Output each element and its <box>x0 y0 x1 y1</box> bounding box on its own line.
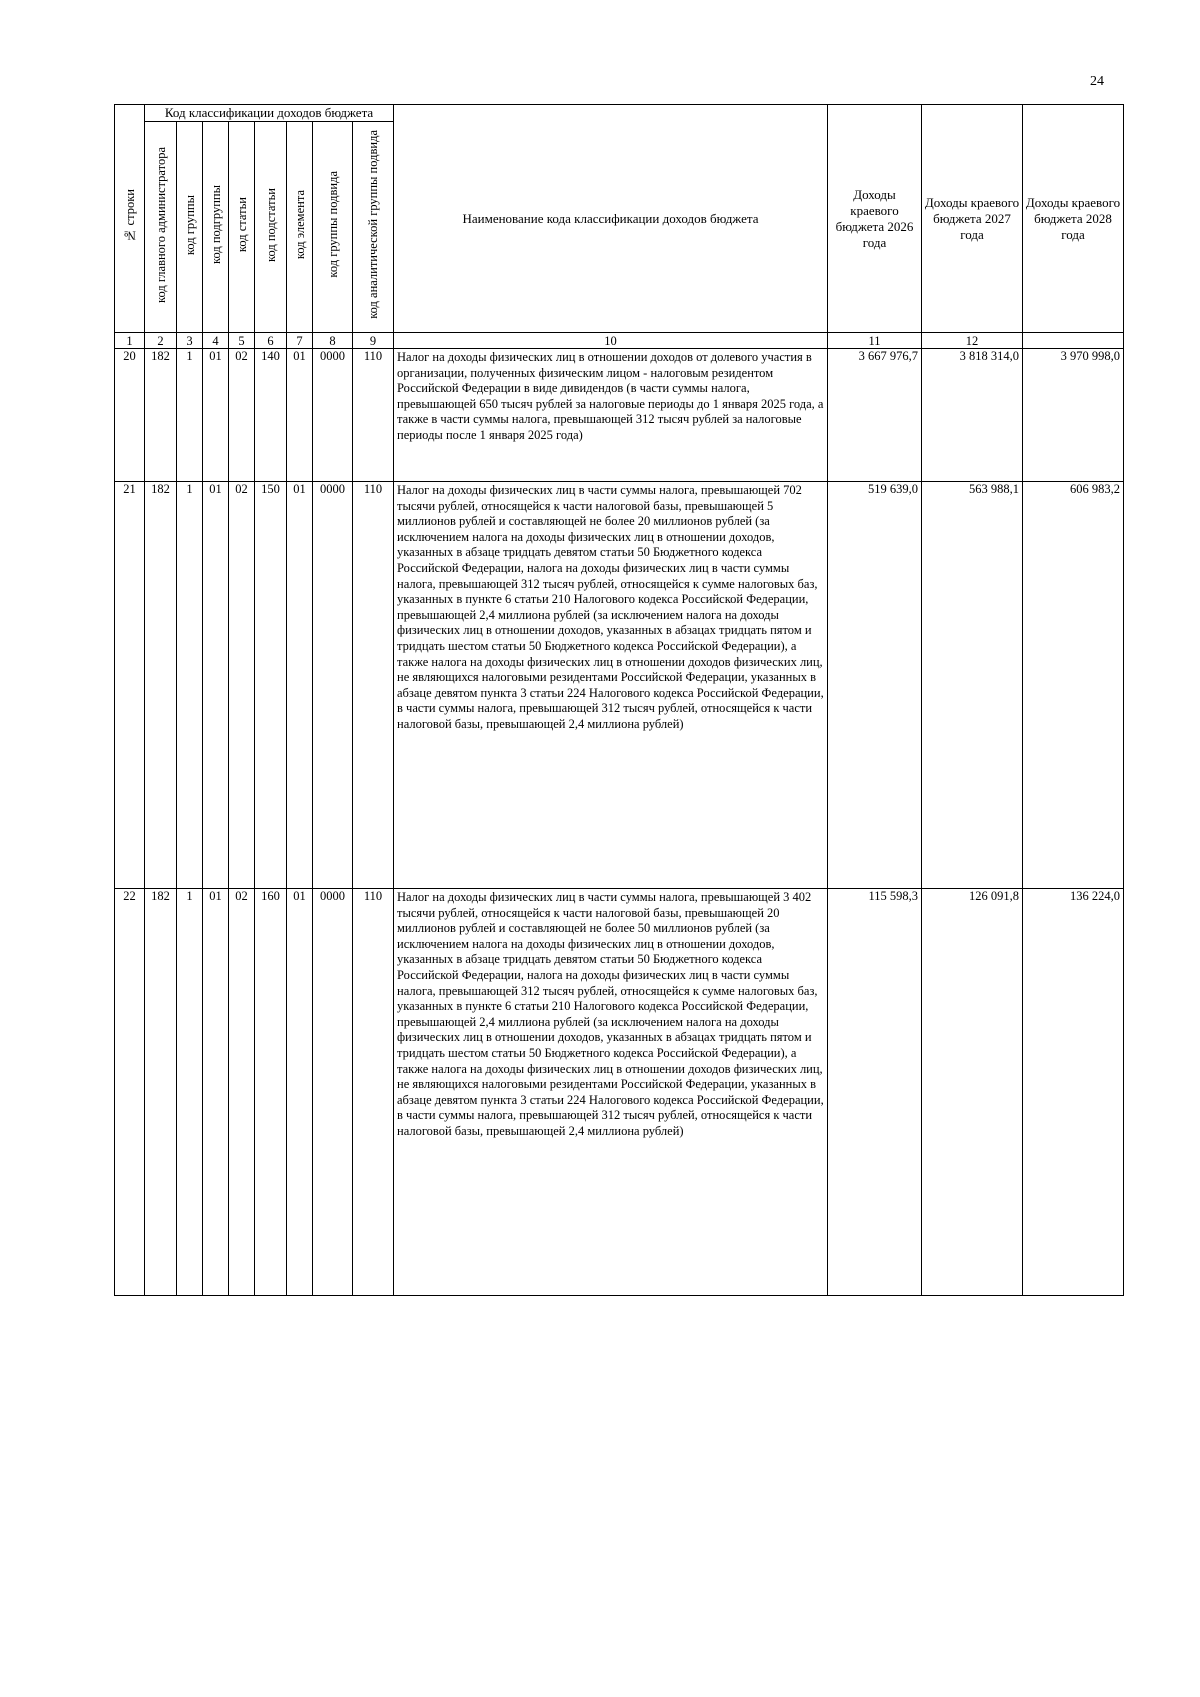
table-row <box>115 889 1124 1296</box>
code-subtype-group: 0000 <box>313 889 353 1296</box>
header-code-subarticle: код подстатьи <box>255 122 287 333</box>
header-income-2028: Доходы краевого бюджета 2028 года <box>1023 105 1124 333</box>
code-analytic-group: 110 <box>353 482 394 889</box>
code-element: 01 <box>287 889 313 1296</box>
budget-income-table <box>114 104 1124 1296</box>
column-number: 8 <box>313 333 353 349</box>
header-row-group <box>115 105 1124 122</box>
page-number: 24 <box>1090 74 1104 89</box>
header-code-subgroup: код подгруппы <box>203 122 229 333</box>
code-element: 01 <box>287 482 313 889</box>
header-code-element: код элемента <box>287 122 313 333</box>
code-analytic-group: 110 <box>353 889 394 1296</box>
code-article: 02 <box>229 349 255 482</box>
column-number <box>1023 333 1124 349</box>
income-code-name: Налог на доходы физических лиц в отношении доходов от долевого участия в организации, полученных физическим лицом - налоговым резидентом Российской Федерации в виде дивидендов (в части суммы налога, превышающей 650 тысяч рублей за налоговые периоды до 1 января 2025 года, а также в части суммы налога, превышающей 312 тысяч рублей за налоговые периоды после 1 января 2025 года) <box>394 349 828 482</box>
header-row-number: № строки <box>115 105 145 333</box>
column-number-row <box>115 333 1124 349</box>
column-number: 12 <box>922 333 1023 349</box>
column-number: 10 <box>394 333 828 349</box>
column-number: 4 <box>203 333 229 349</box>
income-2026: 3 667 976,7 <box>828 349 922 482</box>
code-group: 1 <box>177 889 203 1296</box>
header-income-2026: Доходы краевого бюджета 2026 года <box>828 105 922 333</box>
header-code-article: код статьи <box>229 122 255 333</box>
income-2026: 115 598,3 <box>828 889 922 1296</box>
code-subtype-group: 0000 <box>313 482 353 889</box>
code-administrator: 182 <box>145 349 177 482</box>
header-code-analytic-group: код аналитической группы подвида <box>353 122 394 333</box>
column-number: 1 <box>115 333 145 349</box>
column-number: 2 <box>145 333 177 349</box>
header-code-subtype-group: код группы подвида <box>313 122 353 333</box>
income-code-name: Налог на доходы физических лиц в части суммы налога, превышающей 702 тысячи рублей, относящейся к части налоговой базы, превышающей 5 миллионов рублей и составляющей не более 20 миллионов рублей (за исключением налога на доходы физических лиц в отношении доходов, указанных в абзаце тридцать девятом статьи 50 Бюджетного кодекса Российской Федерации, налога на доходы физических лиц в части суммы налога, превышающей 312 тысяч рублей, относящейся к сумме налоговых баз, указанных в пункте 6 статьи 210 Налогового кодекса Российской Федерации, превышающей 2,4 миллиона рублей (за исключением налога на доходы физических лиц в отношении доходов, указанных в абзацах тридцать пятом и тридцать шестом статьи 50 Бюджетного кодекса Российской Федерации), а также налога на доходы физических лиц в отношении доходов физических лиц, не являющихся налоговыми резидентами Российской Федерации, указанных в абзаце девятом пункта 3 статьи 224 Налогового кодекса Российской Федерации, в части суммы налога, превышающей 312 тысяч рублей, относящейся к части налоговой базы, превышающей 2,4 миллиона рублей) <box>394 482 828 889</box>
code-group: 1 <box>177 482 203 889</box>
code-subgroup: 01 <box>203 482 229 889</box>
header-code-group-col: код группы <box>177 122 203 333</box>
column-number: 11 <box>828 333 922 349</box>
code-article: 02 <box>229 482 255 889</box>
code-subgroup: 01 <box>203 889 229 1296</box>
row-number: 22 <box>115 889 145 1296</box>
row-number: 21 <box>115 482 145 889</box>
header-income-2027: Доходы краевого бюджета 2027 года <box>922 105 1023 333</box>
column-number: 3 <box>177 333 203 349</box>
code-element: 01 <box>287 349 313 482</box>
row-number: 20 <box>115 349 145 482</box>
code-subarticle: 150 <box>255 482 287 889</box>
income-2027: 126 091,8 <box>922 889 1023 1296</box>
code-analytic-group: 110 <box>353 349 394 482</box>
income-code-name: Налог на доходы физических лиц в части суммы налога, превышающей 3 402 тысячи рублей, относящейся к части налоговой базы, превышающей 20 миллионов рублей и составляющей не более 50 миллионов рублей (за исключением налога на доходы физических лиц в отношении доходов, указанных в абзаце тридцать девятом статьи 50 Бюджетного кодекса Российской Федерации, налога на доходы физических лиц в части суммы налога, превышающей 312 тысяч рублей, относящейся к сумме налоговых баз, указанных в пункте 6 статьи 210 Налогового кодекса Российской Федерации, превышающей 2,4 миллиона рублей (за исключением налога на доходы физических лиц в отношении доходов, указанных в абзацах тридцать пятом и тридцать шестом статьи 50 Бюджетного кодекса Российской Федерации), а также налога на доходы физических лиц в отношении доходов физических лиц, не являющихся налоговыми резидентами Российской Федерации, указанных в абзаце девятом пункта 3 статьи 224 Налогового кодекса Российской Федерации, в части суммы налога, превышающей 312 тысяч рублей, относящейся к части налоговой базы, превышающей 2,4 миллиона рублей) <box>394 889 828 1296</box>
code-group: 1 <box>177 349 203 482</box>
income-2027: 563 988,1 <box>922 482 1023 889</box>
header-name: Наименование кода классификации доходов бюджета <box>394 105 828 333</box>
column-number: 7 <box>287 333 313 349</box>
column-number: 5 <box>229 333 255 349</box>
code-administrator: 182 <box>145 889 177 1296</box>
code-subgroup: 01 <box>203 349 229 482</box>
code-subarticle: 160 <box>255 889 287 1296</box>
table-row <box>115 482 1124 889</box>
code-administrator: 182 <box>145 482 177 889</box>
header-code-group: Код классификации доходов бюджета <box>145 105 394 122</box>
income-2026: 519 639,0 <box>828 482 922 889</box>
column-number: 6 <box>255 333 287 349</box>
income-2028: 606 983,2 <box>1023 482 1124 889</box>
column-number: 9 <box>353 333 394 349</box>
income-2028: 136 224,0 <box>1023 889 1124 1296</box>
income-2028: 3 970 998,0 <box>1023 349 1124 482</box>
code-subtype-group: 0000 <box>313 349 353 482</box>
table-row <box>115 349 1124 482</box>
income-2027: 3 818 314,0 <box>922 349 1023 482</box>
code-subarticle: 140 <box>255 349 287 482</box>
code-article: 02 <box>229 889 255 1296</box>
header-code-administrator: код главного администратора <box>145 122 177 333</box>
